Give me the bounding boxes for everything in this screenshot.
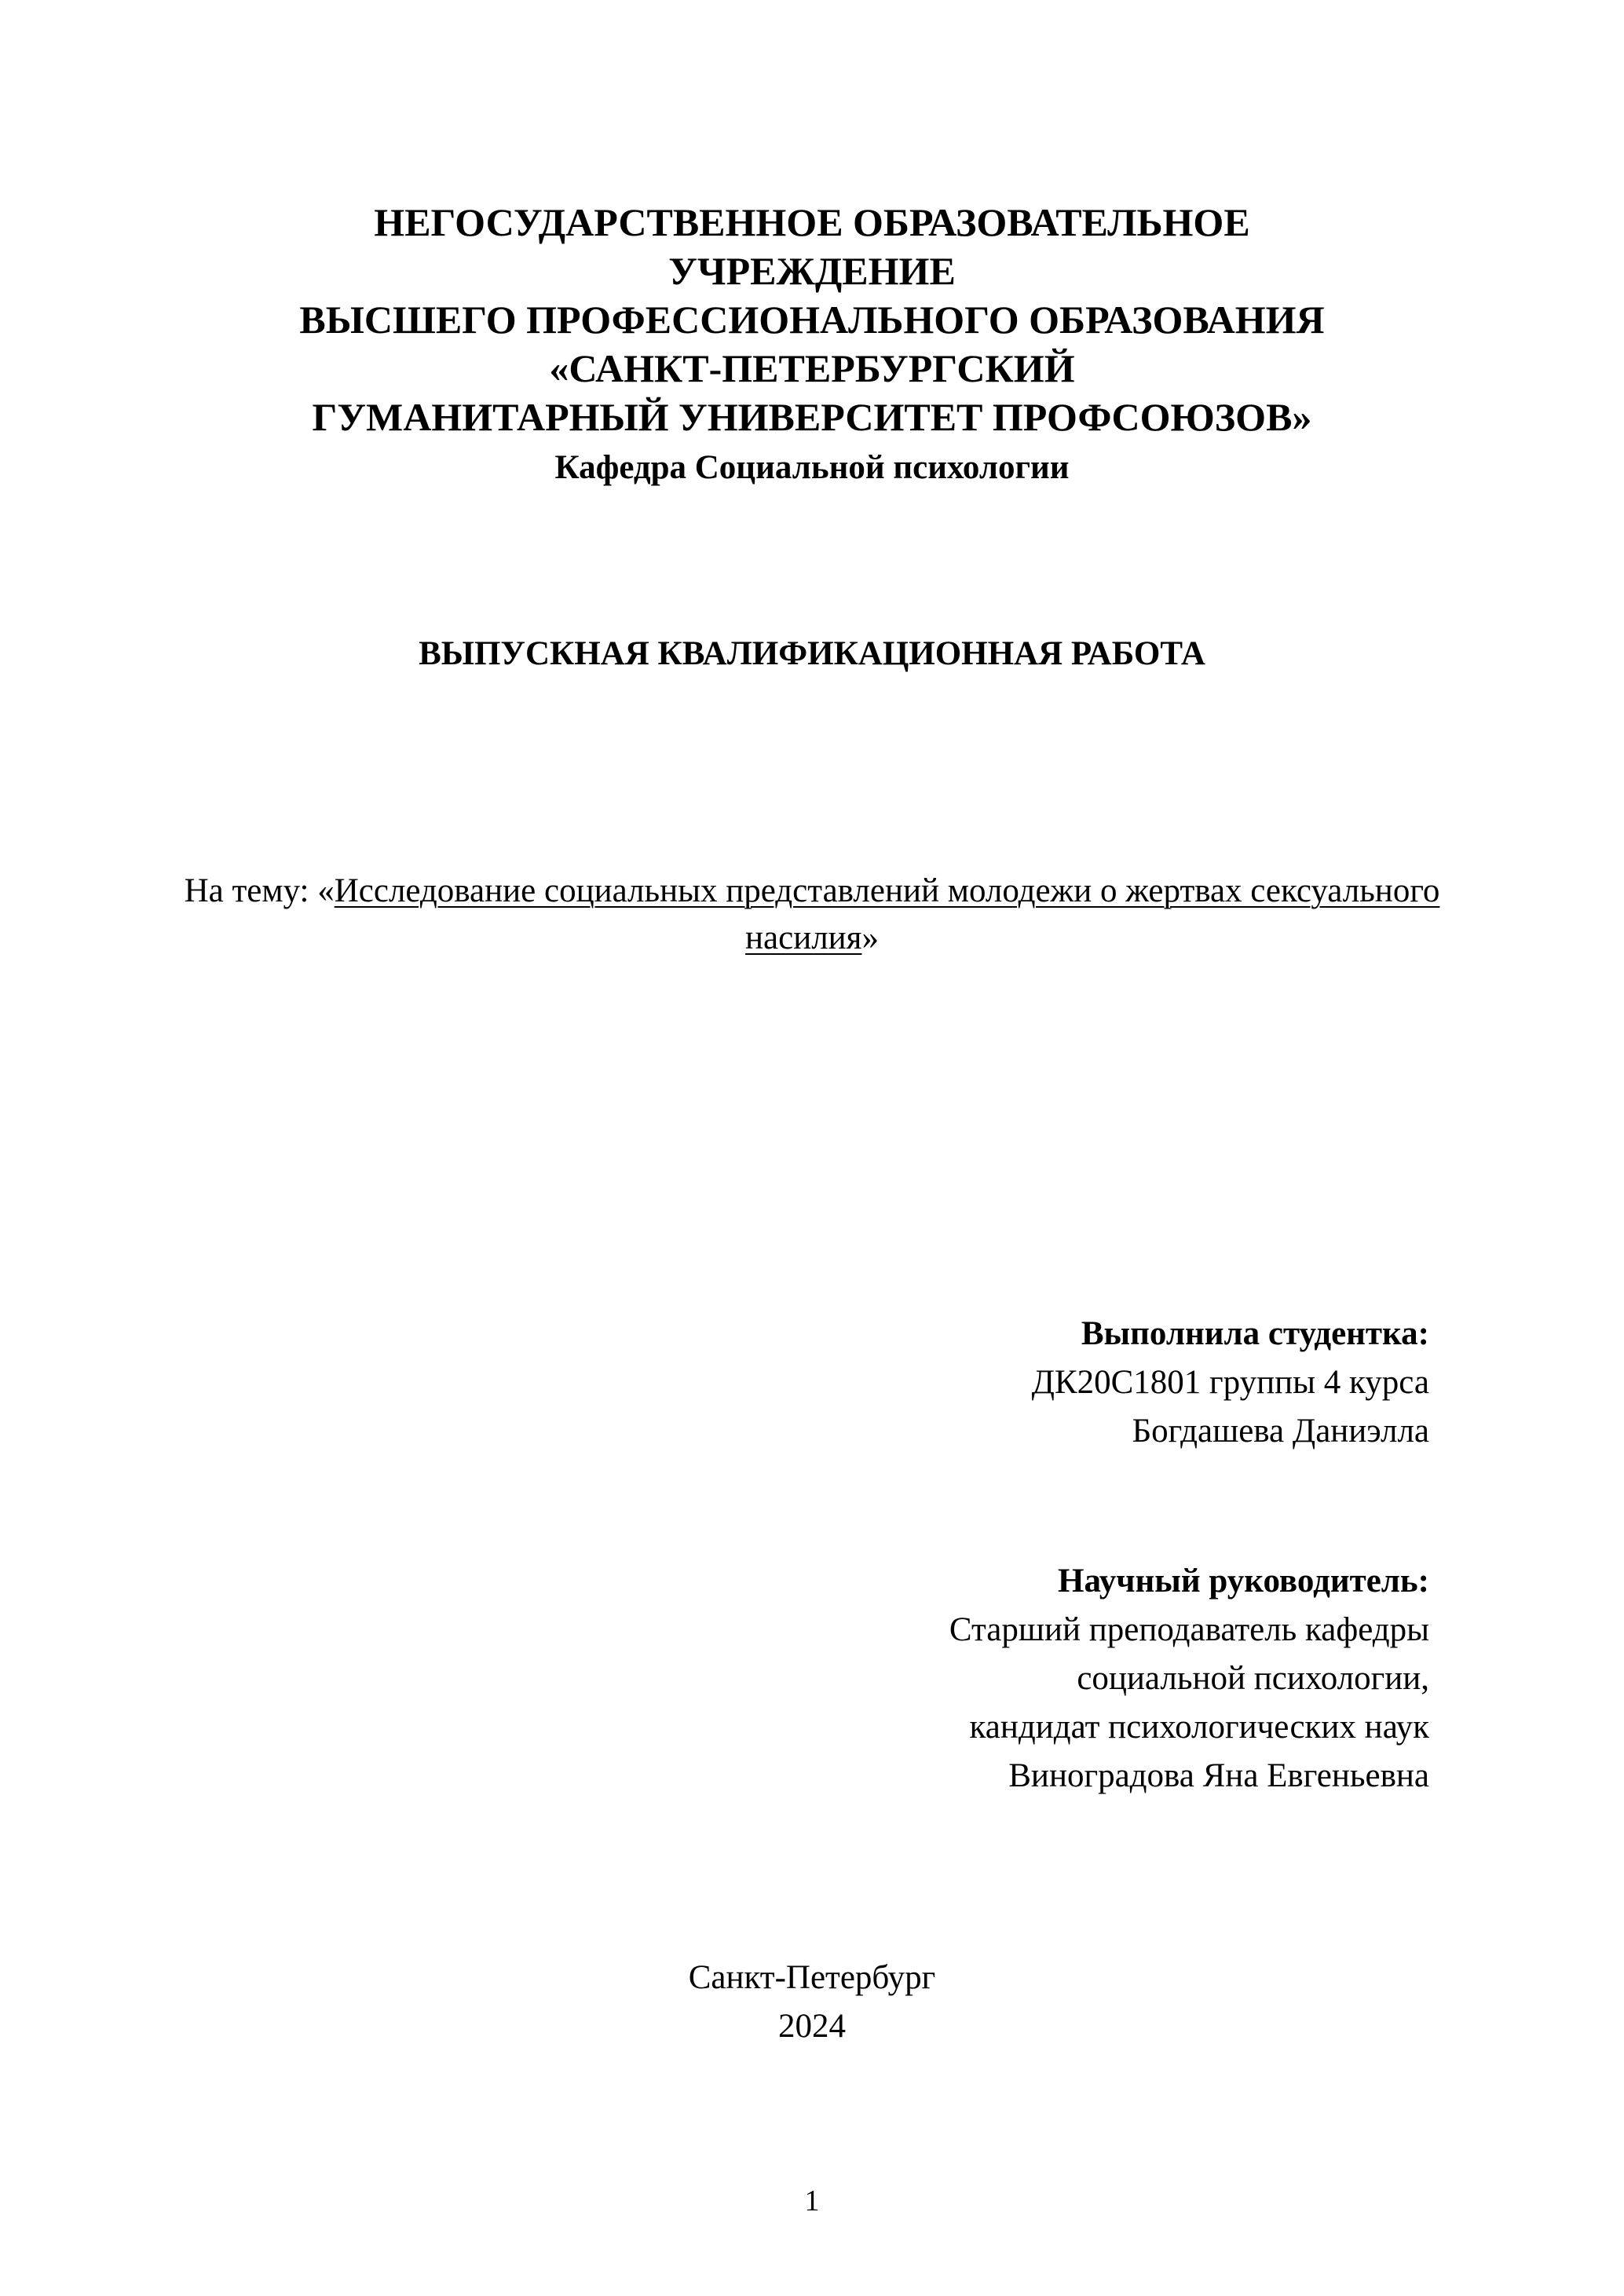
topic-prefix: На тему: « [184, 872, 335, 909]
header-line: УЧРЕЖДЕНИЕ [668, 249, 956, 293]
header-line: НЕГОСУДАРСТВЕННОЕ ОБРАЗОВАТЕЛЬНОЕ [374, 200, 1250, 244]
header-line: ВЫСШЕГО ПРОФЕССИОНАЛЬНОГО ОБРАЗОВАНИЯ [299, 298, 1325, 342]
supervisor-label: Научный руководитель: [1058, 1563, 1429, 1600]
supervisor-name: Виноградова Яна Евгеньевна [1008, 1757, 1429, 1794]
work-type-title: ВЫПУСКНАЯ КВАЛИФИКАЦИОННАЯ РАБОТА [419, 635, 1205, 672]
thesis-topic [173, 868, 1451, 962]
page-number: 1 [804, 2184, 820, 2217]
author-group: ДК20С1801 группы 4 курса [1031, 1364, 1429, 1401]
supervisor-position: Старший преподаватель кафедры [949, 1611, 1429, 1648]
supervisor-department: социальной психологии, [1077, 1660, 1429, 1697]
header-line: «САНКТ-ПЕТЕРБУРГСКИЙ [549, 346, 1075, 390]
year: 2024 [778, 2008, 846, 2045]
supervisor-block [565, 1557, 1429, 1801]
city: Санкт-Петербург [688, 1959, 936, 1996]
place-and-year [157, 1954, 1467, 2051]
topic-title: Исследование социальных представлений молодежи о жертвах сексуального насилия [334, 872, 1440, 956]
header-line: ГУМАНИТАРНЫЙ УНИВЕРСИТЕТ ПРОФСОЮЗОВ» [312, 395, 1312, 439]
author-block [565, 1310, 1429, 1456]
author-name: Богдашева Даниэлла [1132, 1413, 1429, 1450]
institution-header [157, 198, 1467, 441]
topic-suffix: » [861, 919, 879, 956]
supervisor-degree: кандидат психологических наук [969, 1709, 1429, 1746]
author-label: Выполнила студентка: [1081, 1315, 1429, 1352]
department-name: Кафедра Социальной психологии [554, 449, 1070, 486]
